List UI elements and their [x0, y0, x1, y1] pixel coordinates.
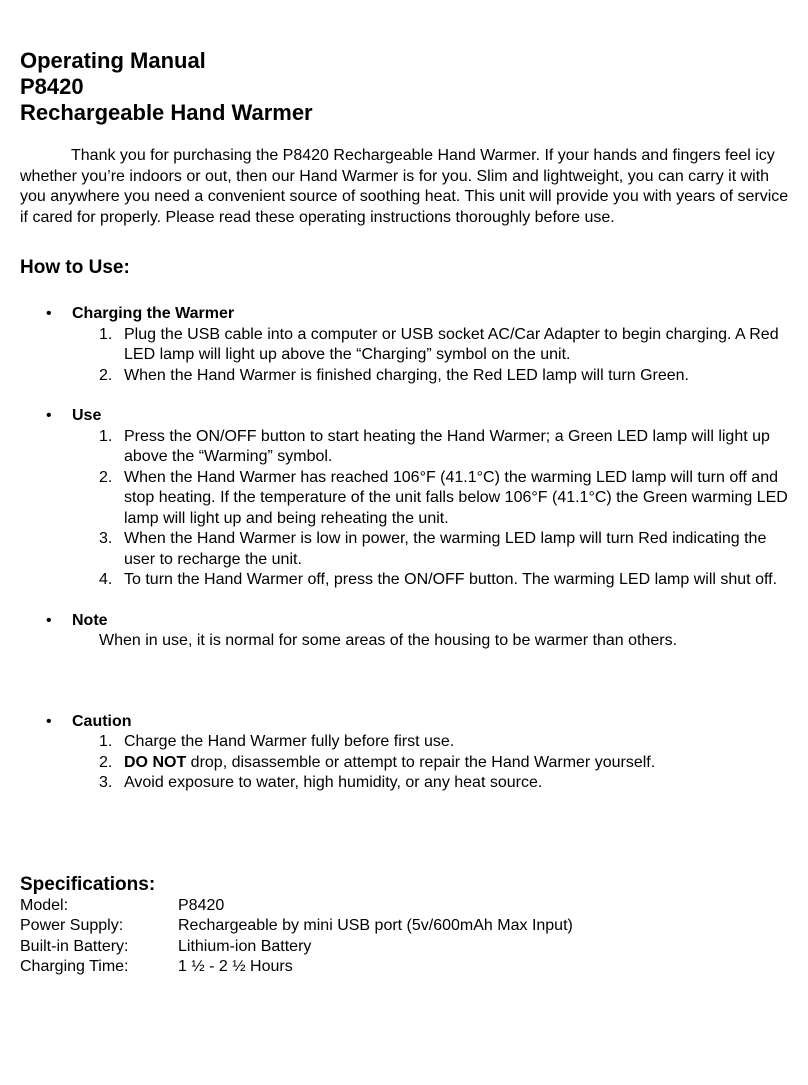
caution-section [46, 712, 795, 794]
step-text: Press the ON/OFF button to start heating the Hand Warmer; a Green LED lamp will light up above the “Warming” symbol. [124, 427, 770, 465]
spec-row-model [20, 896, 795, 917]
step-number: 1. [99, 427, 113, 445]
list-item [72, 366, 795, 387]
step-text: When the Hand Warmer is low in power, the warming LED lamp will turn Red indicating the user to recharge the unit. [124, 530, 767, 568]
spec-label: Built-in Battery: [20, 937, 129, 955]
note-title: Note [72, 611, 108, 629]
charging-section [46, 304, 795, 386]
step-number: 2. [99, 366, 113, 384]
do-not-emphasis: DO NOT [124, 753, 187, 771]
list-item [72, 732, 795, 753]
step-number: 1. [99, 733, 113, 750]
specifications-heading: Specifications: [20, 873, 156, 895]
spec-label: Charging Time: [20, 958, 129, 975]
list-item [72, 325, 795, 366]
step-number: 1. [99, 325, 113, 343]
use-steps [72, 427, 795, 591]
list-item [72, 773, 795, 794]
list-item [72, 529, 795, 570]
list-item [72, 427, 795, 468]
specifications-table [20, 896, 795, 978]
list-item [72, 753, 795, 774]
spec-row-battery [20, 937, 795, 958]
step-text: When the Hand Warmer is finished charging, the Red LED lamp will turn Green. [124, 366, 689, 384]
bullet-icon: • [46, 407, 52, 424]
document-title [20, 48, 795, 126]
intro-paragraph: Thank you for purchasing the P8420 Rechargeable Hand Warmer. If your hands and fingers feel icy whether you’re indoors or out, then our Hand Warmer is for you. Slim and lightweight, you can carry it with you anywhere you need a convenient source of soothing heat. This unit will provide you with years of service if cared for properly. Please read these operating instructions thoroughly before use. [20, 147, 789, 226]
spec-row-charging-time [20, 957, 795, 978]
bullet-icon: • [46, 611, 52, 629]
step-text: Charge the Hand Warmer fully before first use. [124, 733, 455, 750]
list-item [72, 468, 795, 530]
step-number: 3. [99, 530, 113, 547]
use-section [46, 406, 795, 591]
list-item [72, 570, 795, 591]
spec-value: 1 ½ - 2 ½ Hours [178, 958, 293, 975]
step-number: 2. [99, 468, 113, 486]
spec-label: Power Supply: [20, 917, 124, 934]
charging-steps [72, 325, 795, 387]
how-to-use-heading: How to Use: [20, 257, 130, 278]
caution-title: Caution [72, 712, 132, 730]
manual-page [20, 48, 795, 978]
title-line-3: Rechargeable Hand Warmer [20, 100, 313, 125]
caution-steps [72, 732, 795, 794]
step-text: drop, disassemble or attempt to repair the Hand Warmer yourself. [186, 753, 656, 771]
spec-value: Rechargeable by mini USB port (5v/600mAh Max Input) [178, 917, 573, 934]
step-number: 4. [99, 571, 113, 588]
bullet-icon: • [46, 712, 52, 730]
spec-label: Model: [20, 896, 69, 914]
step-number: 2. [99, 753, 113, 771]
step-text: Avoid exposure to water, high humidity, or any heat source. [124, 774, 543, 791]
step-text: Plug the USB cable into a computer or USB socket AC/Car Adapter to begin charging. A Red LED lamp will light up above the “Charging” symbol on the unit. [124, 325, 779, 363]
step-number: 3. [99, 774, 113, 791]
step-text: To turn the Hand Warmer off, press the ON/OFF button. The warming LED lamp will shut off. [124, 571, 778, 588]
note-section [46, 611, 795, 652]
spec-row-power-supply [20, 916, 795, 937]
step-text: When the Hand Warmer has reached 106°F (41.1°C) the warming LED lamp will turn off and stop heating. If the temperature of the unit falls below 106°F (41.1°C) the Green warming LED lamp will light up and being reheating the unit. [124, 468, 788, 527]
use-title: Use [72, 407, 102, 424]
bullet-icon: • [46, 305, 52, 322]
title-line-2: P8420 [20, 74, 84, 99]
title-line-1: Operating Manual [20, 48, 206, 73]
spec-value: P8420 [178, 896, 225, 914]
note-text: When in use, it is normal for some areas of the housing to be warmer than others. [99, 632, 678, 649]
charging-title: Charging the Warmer [72, 305, 235, 322]
spec-value: Lithium-ion Battery [178, 937, 312, 955]
